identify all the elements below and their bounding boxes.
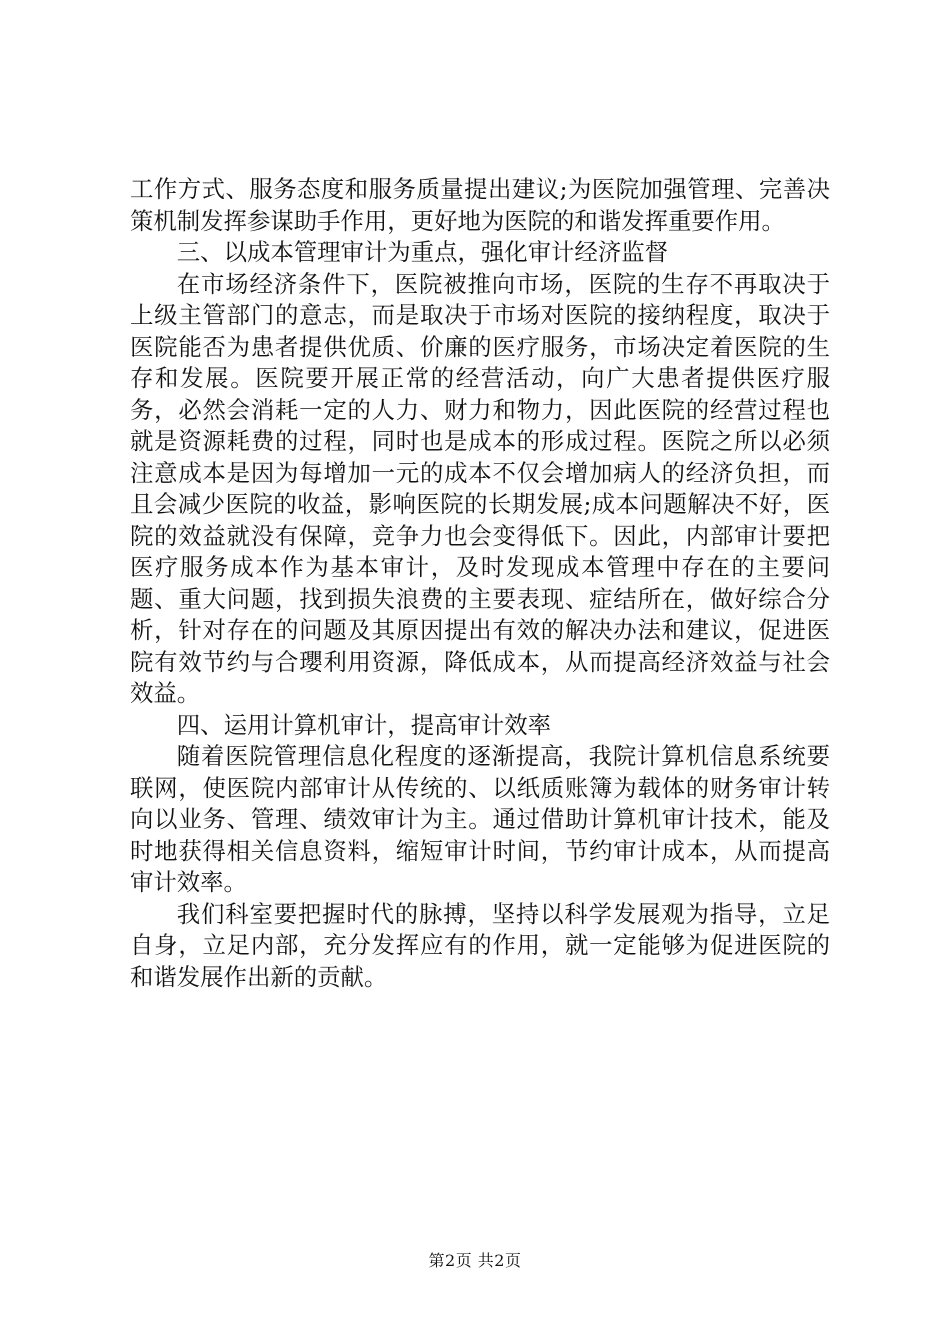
- section-heading-3: 三、以成本管理审计为重点，强化审计经济监督: [176, 238, 668, 266]
- paragraph-cost-audit: 在市场经济条件下，医院被推向市场，医院的生存不再取决于上级主管部门的意志，而是取决于市场对医院的接纳程度，取决于医院能否为患者提供优质、价廉的医疗服务，市场决定着医院的生存和发展。医院要开展正常的经营活动，向广大患者提供医疗服务，必然会消耗一定的人力、财力和物力，因此医院的经营过程也就是资源耗费的过程，同时也是成本的形成过程。医院之所以必须注意成本是因为每增加一元的成本不仅会增加病人的经济负担，而且会减少医院的收益，影响医院的长期发展;成本问题解决不好，医院的效益就没有保障，竞争力也会变得低下。因此，内部审计要把医疗服务成本作为基本审计，及时发现成本管理中存在的主要问题、重大问题，找到损失浪费的主要表现、症结所在，做好综合分析，针对存在的问题及其原因提出有效的解决办法和建议，促进医院有效节约与合瓔利用资源，降低成本，从而提高经济效益与社会效益。: [130, 269, 830, 707]
- section-heading-4: 四、运用计算机审计，提高审计效率: [176, 710, 552, 739]
- document-body: [130, 174, 830, 993]
- paragraph-conclusion: 我们科室要把握时代的脉搏，坚持以科学发展观为指导，立足自身，立足内部，充分发挥应有的作用，就一定能够为促进医院的和谐发展作出新的贡献。: [130, 899, 830, 991]
- page-number-footer: 第2页 共2页: [428, 1251, 522, 1270]
- paragraph-computer-audit: 随着医院管理信息化程度的逐渐提高，我院计算机信息系统要联网，使医院内部审计从传统的、以纸质账簿为载体的财务审计转向以业务、管理、绩效审计为主。通过借助计算机审计技术，能及时地获得相关信息资料，缩短审计时间，节约审计成本，从而提高审计效率。: [130, 742, 830, 896]
- paragraph-continuation: 工作方式、服务态度和服务质量提出建议;为医院加强管理、完善决策机制发挥参谋助手作用，更好地为医院的和谐发挥重要作用。: [130, 175, 830, 235]
